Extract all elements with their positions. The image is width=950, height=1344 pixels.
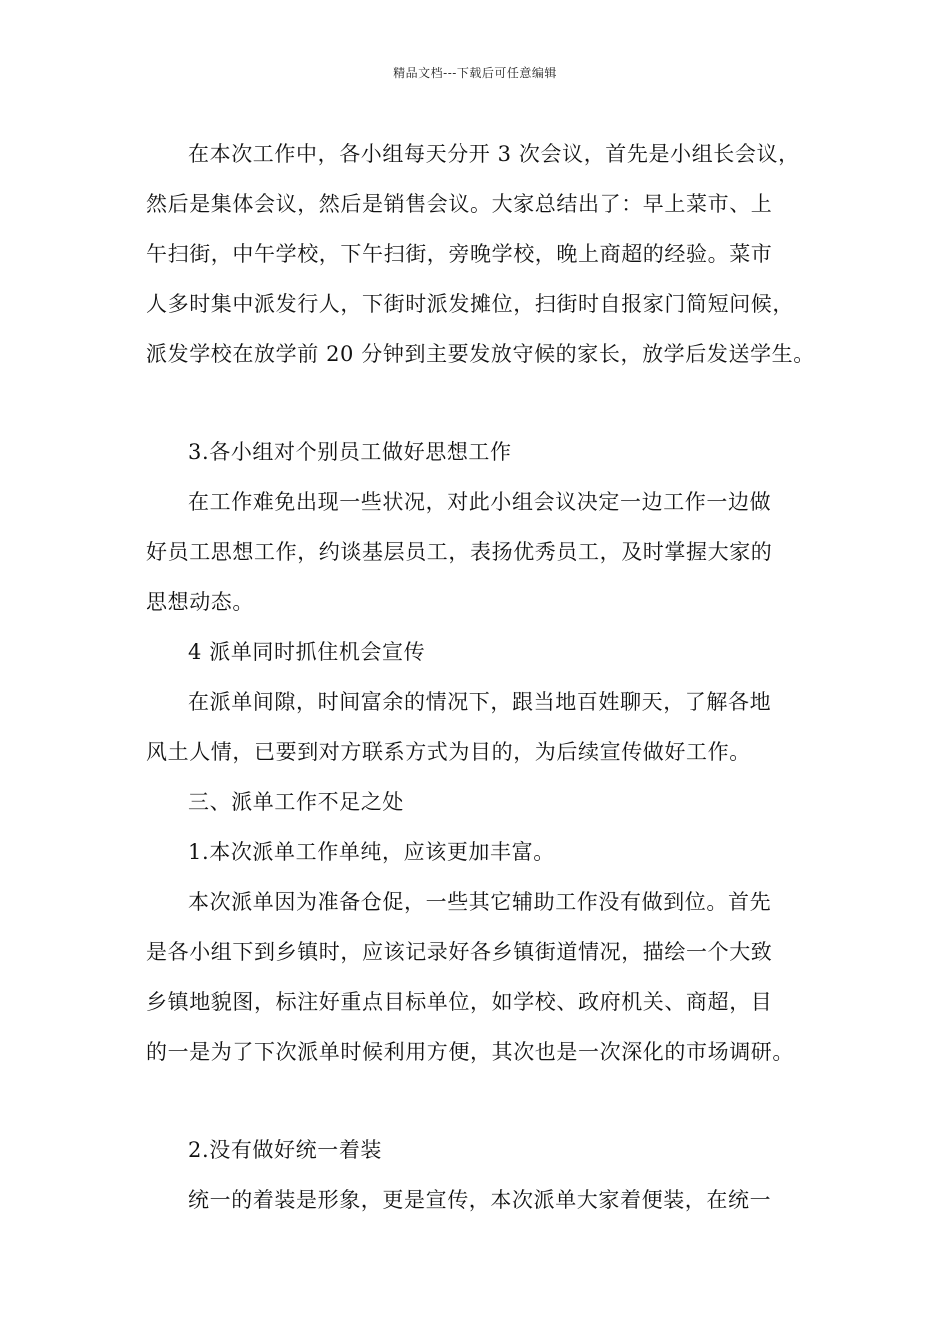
paragraph-line: 人多时集中派发行人，下街时派发摊位，扫街时自报家门简短问候，	[146, 292, 794, 316]
paragraph-line: 好员工思想工作，约谈基层员工，表扬优秀员工，及时掌握大家的	[146, 540, 773, 564]
paragraph-line: 乡镇地貌图，标注好重点目标单位，如学校、政府机关、商超，目	[146, 990, 773, 1014]
paragraph-line: 是各小组下到乡镇时，应该记录好各乡镇街道情况，描绘一个大致	[146, 940, 773, 964]
paragraph-line: 在本次工作中，各小组每天分开 3 次会议，首先是小组长会议，	[188, 142, 800, 166]
paragraph-line: 在工作难免出现一些状况，对此小组会议决定一边工作一边做	[188, 490, 772, 514]
section-heading: 三、派单工作不足之处	[188, 790, 404, 814]
page-header: 精品文档---下载后可任意编辑	[393, 66, 557, 80]
paragraph-line: 统一的着装是形象，更是宣传，本次派单大家着便装，在统一	[188, 1188, 772, 1212]
section-heading: 1.本次派单工作单纯，应该更加丰富。	[188, 840, 555, 864]
paragraph-line: 风土人情，已要到对方联系方式为目的，为后续宣传做好工作。	[146, 740, 751, 764]
paragraph-line: 然后是集体会议，然后是销售会议。大家总结出了：早上菜市、上	[146, 192, 773, 216]
section-heading: 2.没有做好统一着装	[188, 1138, 383, 1162]
paragraph-line: 的一是为了下次派单时候利用方便，其次也是一次深化的市场调研。	[146, 1040, 794, 1064]
paragraph-line: 在派单间隙，时间富余的情况下，跟当地百姓聊天，了解各地	[188, 690, 772, 714]
paragraph-line: 派发学校在放学前 20 分钟到主要发放守候的家长，放学后发送学生。	[146, 342, 815, 366]
section-heading: 3.各小组对个别员工做好思想工作	[188, 440, 512, 464]
section-heading: 4 派单同时抓住机会宣传	[188, 640, 426, 664]
paragraph-line: 本次派单因为准备仓促，一些其它辅助工作没有做到位。首先	[188, 890, 772, 914]
paragraph-line: 午扫街，中午学校，下午扫街，旁晚学校，晚上商超的经验。菜市	[146, 242, 773, 266]
paragraph-line: 思想动态。	[146, 590, 254, 614]
